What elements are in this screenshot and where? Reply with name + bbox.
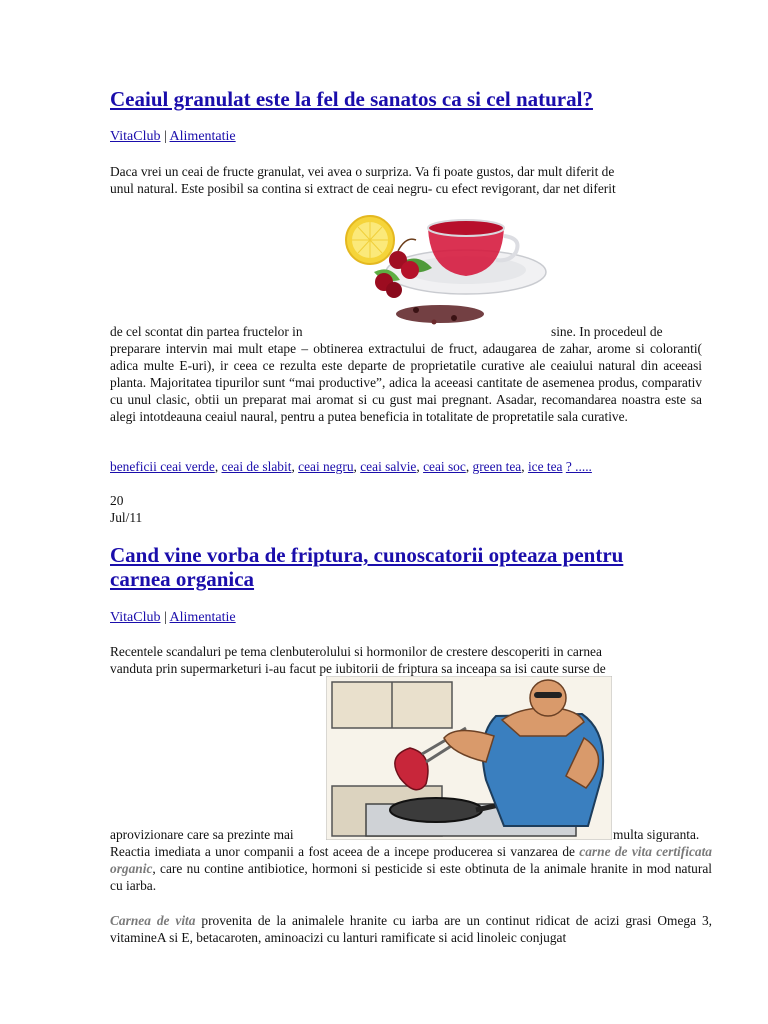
tag-separator: , xyxy=(353,459,361,474)
tag-link[interactable]: beneficii ceai verde xyxy=(110,459,215,474)
tag-link[interactable]: ceai de slabit xyxy=(221,459,292,474)
tag-separator: , xyxy=(291,459,299,474)
meta-separator: | xyxy=(164,129,167,144)
title-line: carnea organica xyxy=(110,567,255,591)
article-meta xyxy=(110,609,236,626)
category-link[interactable]: Alimentatie xyxy=(169,129,236,144)
meta-separator: | xyxy=(164,610,167,625)
tag-link[interactable]: ceai salvie xyxy=(360,459,417,474)
more-tags-link[interactable]: ? ..... xyxy=(565,459,592,474)
tag-separator: , xyxy=(416,459,424,474)
article-body: preparare intervin mai mult etape – obtinerea extractului de fruct, adaugarea de zahar, arome si coloranti( adica multe E-uri), ir ceea ce rezulta este departe de proprietatile curative ale ceaiului natural din aceeasi planta. Majoritatea tipurilor sunt “mai productive”, adica la aceeasi cantitate de asemenea produs, comparativ cu unul clasic, obtii un preparat mai aromat si cu gust mai pregnant. Asadar, recomandarea noastra este sa alegi intotdeauna ceaiul naural, pentru a putea beneficia in totalitate de propretatile sala curative. xyxy=(110,341,702,424)
body-text: , care nu contine antibiotice, hormoni si pesticide si este obtinuta de la animale hranite in mod natural cu iarba. xyxy=(110,861,712,893)
date-month-year: Jul/11 xyxy=(110,510,143,525)
wrap-line-left: de cel scontat din partea fructelor in xyxy=(110,324,303,339)
tea-cup-image xyxy=(336,210,548,332)
tag-link[interactable]: ceai soc xyxy=(423,459,466,474)
date-day: 20 xyxy=(110,493,124,508)
category-link[interactable]: Alimentatie xyxy=(169,610,236,625)
wrap-line-left: aprovizionare care sa prezinte mai xyxy=(110,827,294,842)
article-title xyxy=(110,87,593,111)
intro-line: unul natural. Este posibil sa contina si extract de ceai negru- cu efect revigorant, dar net diferit xyxy=(110,181,616,196)
intro-line: vanduta prin supermarketuri i-au facut pe iubitorii de friptura sa inceapa sa isi caute surse de xyxy=(110,661,606,676)
tag-link[interactable]: ceai negru xyxy=(298,459,354,474)
article-title-link[interactable]: Ceaiul granulat este la fel de sanatos ca si cel natural? xyxy=(110,87,593,111)
article-title-link[interactable] xyxy=(110,543,623,591)
tag-link[interactable]: ice tea xyxy=(527,459,563,474)
tag-list xyxy=(110,458,592,475)
article-body xyxy=(110,843,712,894)
tag-separator: , xyxy=(521,459,528,474)
author-link[interactable]: VitaClub xyxy=(110,129,161,144)
body-text: provenita de la animalele hranite cu iarba are un continut ridicat de acizi grasi Omega 3, vitamineA si E, betacaroten, aminoacizi cu lanturi ramificate si acid linoleic conjugat xyxy=(110,913,712,945)
tag-separator: , xyxy=(465,459,473,474)
tag-link[interactable]: green tea xyxy=(472,459,522,474)
wrap-line-right: multa siguranta. xyxy=(613,827,700,842)
author-link[interactable]: VitaClub xyxy=(110,610,161,625)
organic-beef-link[interactable]: carne de vita certificata organic xyxy=(110,844,712,876)
tag-separator: , xyxy=(214,459,222,474)
title-line: Cand vine vorba de friptura, cunoscatorii opteaza pentru xyxy=(110,543,624,567)
intro-line: Daca vrei un ceai de fructe granulat, vei avea o surpriza. Va fi poate gustos, dar mult diferit de xyxy=(110,164,615,179)
article-paragraph xyxy=(110,912,712,946)
wrap-line-right: sine. In procedeul de xyxy=(551,324,663,339)
beef-link[interactable]: Carnea de vita xyxy=(110,913,196,928)
intro-line: Recentele scandaluri pe tema clenbuterolului si hormonilor de crestere descoperiti in carnea xyxy=(110,644,602,659)
body-text: Reactia imediata a unor companii a fost aceea de a incepe producerea si vanzarea de xyxy=(110,844,580,859)
article-title xyxy=(110,543,623,591)
article-meta xyxy=(110,128,236,145)
chef-cooking-image xyxy=(326,676,612,840)
